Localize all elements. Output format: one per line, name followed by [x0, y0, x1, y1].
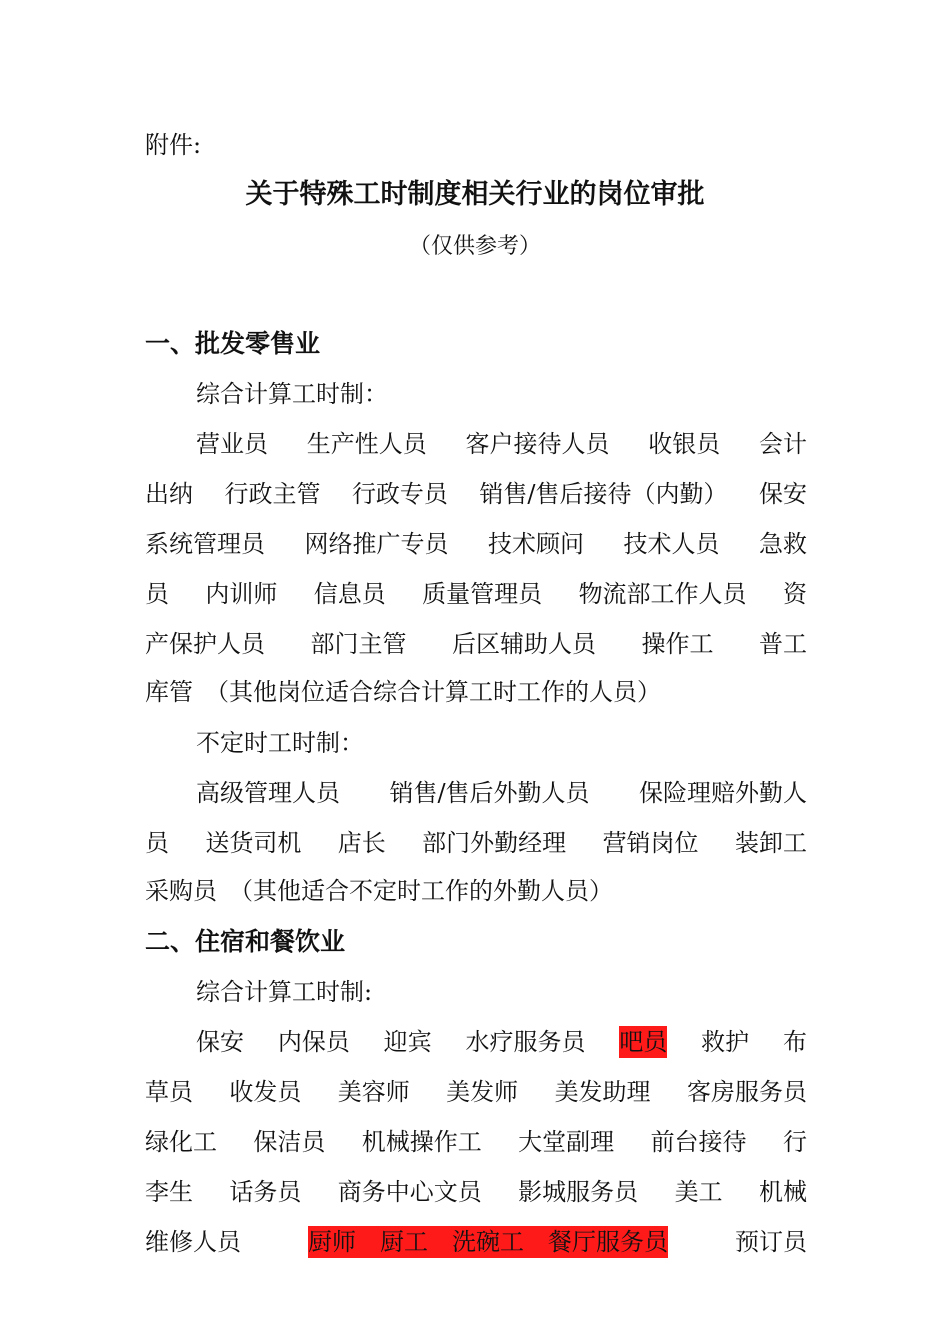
job-title: 质量管理员	[422, 580, 543, 608]
job-title: 大堂副理	[518, 1128, 615, 1156]
job-title: 部门主管	[310, 630, 407, 658]
job-title: 影城服务员	[518, 1178, 639, 1206]
job-title: 保安	[758, 480, 807, 508]
job-title: 水疗服务员	[465, 1028, 586, 1056]
job-title: 保险理赔外勤人	[639, 779, 807, 807]
job-title: 美容师	[337, 1078, 410, 1106]
job-title: 普工	[759, 630, 807, 658]
job-title: 网络推广专员	[304, 530, 449, 558]
job-title: 机械	[758, 1178, 807, 1206]
job-title: 技术顾问	[488, 530, 584, 558]
section1-comp-line-4	[145, 578, 807, 610]
job-title: 行政主管	[224, 480, 321, 508]
job-title: 绿化工	[145, 1128, 217, 1156]
job-title: 客户接待人员	[465, 430, 610, 458]
job-title: 员	[145, 580, 169, 608]
attachment-label: 附件:	[145, 131, 202, 159]
job-title: 营业员	[196, 430, 268, 458]
section2-line-4	[145, 1176, 807, 1208]
job-title: 前台接待	[650, 1128, 747, 1156]
job-title: 物流部工作人员	[578, 580, 747, 608]
job-title: 布	[782, 1028, 807, 1056]
document-subtitle: （仅供参考）	[408, 234, 541, 259]
document-title: 关于特殊工时制度相关行业的岗位审批	[245, 179, 705, 210]
job-title: 内训师	[205, 580, 278, 608]
job-title: 销售/售后外勤人员	[389, 779, 590, 807]
job-title: 急救	[759, 530, 807, 558]
section1-irr-line-1	[196, 777, 807, 809]
section2-comp-label: 综合计算工时制:	[196, 978, 373, 1006]
job-title: 救护	[701, 1028, 750, 1056]
job-title: 营销岗位	[602, 829, 699, 857]
job-title: 美发助理	[554, 1078, 651, 1106]
job-title: 预订员	[735, 1228, 807, 1256]
job-title: 商务中心文员	[337, 1178, 482, 1206]
job-title: 系统管理员	[145, 530, 265, 558]
job-title: 收发员	[229, 1078, 302, 1106]
job-title: 操作工	[641, 630, 714, 658]
highlighted-job-title: 吧员	[619, 1028, 668, 1056]
section1-comp-line-3	[145, 528, 807, 560]
job-title: 机械操作工	[361, 1128, 482, 1156]
job-title: 内保员	[277, 1028, 350, 1056]
job-title: 销售/售后接待（内勤）	[479, 480, 728, 508]
section1-irr-line-2	[145, 827, 807, 859]
section2-line-3	[145, 1126, 807, 1158]
section1-comp-label: 综合计算工时制：	[196, 380, 388, 408]
section1-irregular-label: 不定时工时制：	[196, 729, 364, 757]
job-title: 迎宾	[383, 1028, 432, 1056]
section2-line-2	[145, 1076, 807, 1108]
job-title: 装卸工	[734, 829, 807, 857]
section1-comp-last-line: 库管 （其他岗位适合综合计算工时工作的人员）	[145, 678, 661, 706]
job-title: 行政专员	[351, 480, 448, 508]
job-title: 维修人员	[145, 1228, 241, 1256]
job-title: 资	[782, 580, 807, 608]
job-title: 李生	[145, 1178, 193, 1206]
job-title: 部门外勤经理	[422, 829, 567, 857]
job-title: 美发师	[446, 1078, 519, 1106]
job-title: 信息员	[313, 580, 386, 608]
job-title: 高级管理人员	[196, 779, 340, 807]
highlighted-job-titles: 厨师 厨工 洗碗工 餐厅服务员	[308, 1228, 668, 1256]
job-title: 行	[782, 1128, 807, 1156]
job-title: 店长	[337, 829, 386, 857]
section1-irr-last-line: 采购员 （其他适合不定时工作的外勤人员）	[145, 877, 613, 905]
job-title: 员	[145, 829, 169, 857]
job-title: 收银员	[648, 430, 721, 458]
section1-comp-line-5	[145, 628, 807, 660]
job-title: 送货司机	[205, 829, 302, 857]
job-title: 生产性人员	[306, 430, 427, 458]
section1-comp-line-1	[196, 428, 807, 460]
job-title: 出纳	[145, 480, 193, 508]
section2-line-1	[196, 1026, 807, 1058]
section1-heading: 一、批发零售业	[145, 329, 321, 358]
job-title: 草员	[145, 1078, 193, 1106]
section2-line-5	[145, 1226, 807, 1258]
section1-comp-line-2	[145, 478, 807, 510]
job-title: 话务员	[229, 1178, 302, 1206]
job-title: 保洁员	[253, 1128, 326, 1156]
job-title: 会计	[759, 430, 807, 458]
job-title: 后区辅助人员	[452, 630, 596, 658]
job-title: 美工	[674, 1178, 723, 1206]
job-title: 保安	[196, 1028, 244, 1056]
job-title: 技术人员	[623, 530, 720, 558]
job-title: 产保护人员	[145, 630, 265, 658]
job-title: 客房服务员	[686, 1078, 807, 1106]
section2-heading: 二、住宿和餐饮业	[145, 927, 346, 956]
